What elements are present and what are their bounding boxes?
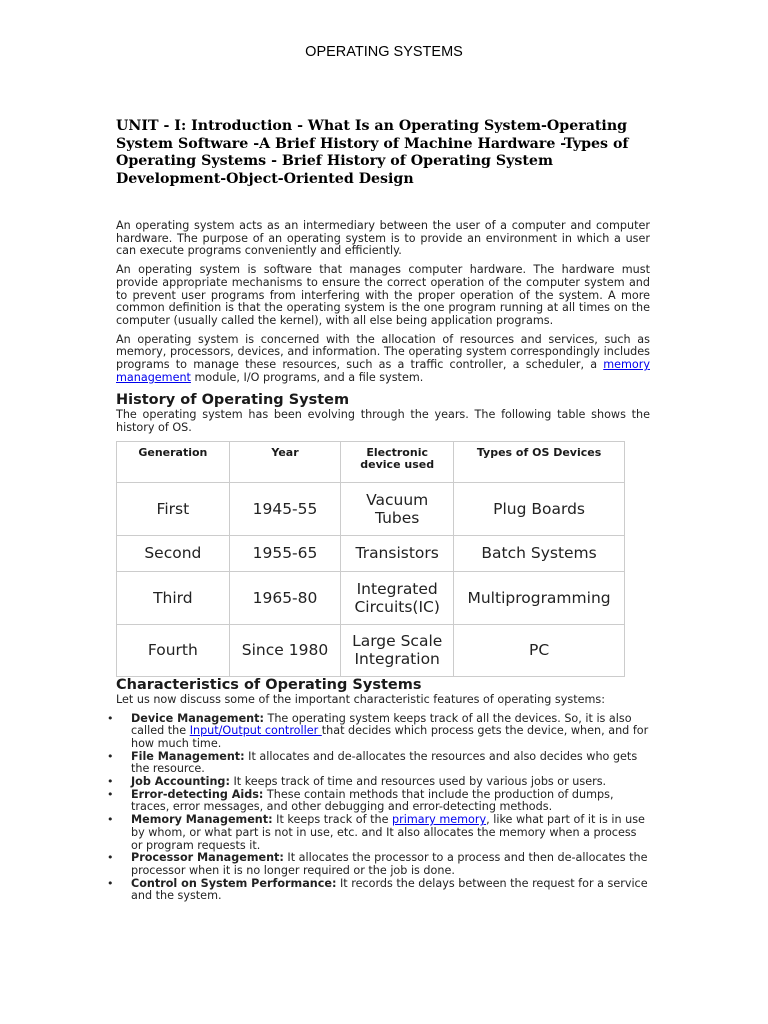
document-body (107, 219, 650, 903)
characteristics-intro: Let us now discuss some of the important characteristic features of operating systems: (116, 692, 605, 706)
paragraph-text: An operating system is concerned with the allocation of resources and services, such as memory, processors, devices, and information. The operating system correspondingly includes programs to manage these resources, such as a traffic controller, a scheduler, a (116, 332, 650, 372)
table-row (117, 571, 625, 624)
table-cell: Transistors (341, 535, 454, 571)
list-item (107, 851, 650, 877)
table-cell: Plug Boards (454, 482, 625, 535)
table-cell: Vacuum Tubes (341, 482, 454, 535)
feature-text: These contain methods that include the production of dumps, traces, error messages, and other debugging and error-detecting methods. (131, 787, 614, 814)
list-item (107, 813, 650, 852)
table-cell: Large Scale Integration (341, 624, 454, 676)
column-header: Types of OS Devices (454, 441, 625, 482)
io-controller-link[interactable]: Input/Output controller (189, 724, 322, 738)
list-item (107, 787, 650, 814)
intro-paragraph-3 (116, 334, 650, 385)
table-cell: PC (454, 624, 625, 676)
bullet-icon: • (107, 775, 114, 789)
table-cell: 1945-55 (229, 482, 341, 535)
column-header: Electronic device used (341, 441, 454, 482)
intro-paragraph-1: An operating system acts as an intermediary between the user of a computer and computer hardware. The purpose of an operating system is to provide an environment in which a user can execute programs conveniently and efficiently. (116, 219, 650, 258)
list-item (107, 711, 650, 751)
memory-management-link[interactable]: memory management (116, 358, 650, 384)
feature-term: Error-detecting Aids: (131, 787, 264, 801)
list-item (107, 749, 650, 776)
bullet-icon: • (107, 787, 114, 801)
bullet-icon: • (107, 813, 114, 827)
feature-text: that decides which process gets the device, when, and for how much time. (131, 724, 649, 750)
unit-heading: UNIT - I: Introduction - What Is an Operating System-Operating System Software -A Brief History of Machine Hardware -Types of Operating Systems - Brief History of Operating System Development-Object-Oriented Design (116, 118, 629, 187)
feature-text: It allocates the processor to a process and then de-allocates the processor when it is no longer required or the job is done. (131, 851, 648, 877)
table-cell: Multiprogramming (454, 571, 625, 624)
table-cell: 1955-65 (229, 535, 341, 571)
history-intro: The operating system has been evolving through the years. The following table shows the history of OS. (116, 408, 650, 435)
feature-term: Control on System Performance: (131, 876, 337, 890)
characteristics-list (107, 711, 650, 904)
table-header-row (117, 441, 625, 482)
feature-term: File Management: (131, 749, 245, 763)
document-title: OPERATING SYSTEMS (305, 44, 463, 60)
feature-term: Job Accounting: (131, 775, 230, 789)
bullet-icon: • (107, 876, 114, 890)
table-cell: 1965-80 (229, 571, 341, 624)
table-cell: Batch Systems (454, 535, 625, 571)
table-row (117, 535, 625, 571)
primary-memory-link[interactable]: primary memory (392, 813, 487, 827)
feature-term: Processor Management: (131, 851, 284, 865)
feature-text: , like what part of it is in use by whom, or what part is not in use, etc. and It also allocates the memory when a process or program requests it. (131, 813, 645, 852)
feature-text: It allocates and de-allocates the resources and also decides who gets the resource. (131, 749, 638, 776)
table-cell: Second (117, 535, 230, 571)
feature-text: The operating system keeps track of all the devices. So, it is also called the (131, 711, 632, 738)
table-cell: Integrated Circuits(IC) (341, 571, 454, 624)
table-cell: First (117, 482, 230, 535)
table-cell: Third (117, 571, 230, 624)
feature-text: It keeps track of the (272, 813, 393, 827)
paragraph-text: module, I/O programs, and a file system. (190, 370, 424, 384)
bullet-icon: • (107, 851, 114, 865)
os-history-table (116, 441, 625, 677)
feature-term: Device Management: (131, 711, 264, 725)
table-row (117, 624, 625, 676)
feature-term: Memory Management: (131, 813, 273, 827)
characteristics-heading: Characteristics of Operating Systems (116, 676, 422, 693)
table-cell: Since 1980 (229, 624, 341, 676)
bullet-icon: • (107, 711, 114, 725)
intro-paragraph-2: An operating system is software that manages computer hardware. The hardware must provide appropriate mechanisms to ensure the correct operation of the computer system and to prevent user programs from interfering with the proper operation of the system. A more common definition is that the operating system is the one program running at all times on the computer (usually called the kernel), with all else being application programs. (116, 263, 650, 327)
list-item (107, 876, 650, 903)
bullet-icon: • (107, 749, 114, 763)
column-header: Generation (117, 441, 230, 482)
table-row (117, 482, 625, 535)
history-heading: History of Operating System (116, 392, 350, 409)
feature-text: It keeps track of time and resources used by various jobs or users. (229, 775, 607, 789)
column-header: Year (229, 441, 341, 482)
table-cell: Fourth (117, 624, 230, 676)
feature-text: It records the delays between the request for a service and the system. (131, 876, 648, 903)
